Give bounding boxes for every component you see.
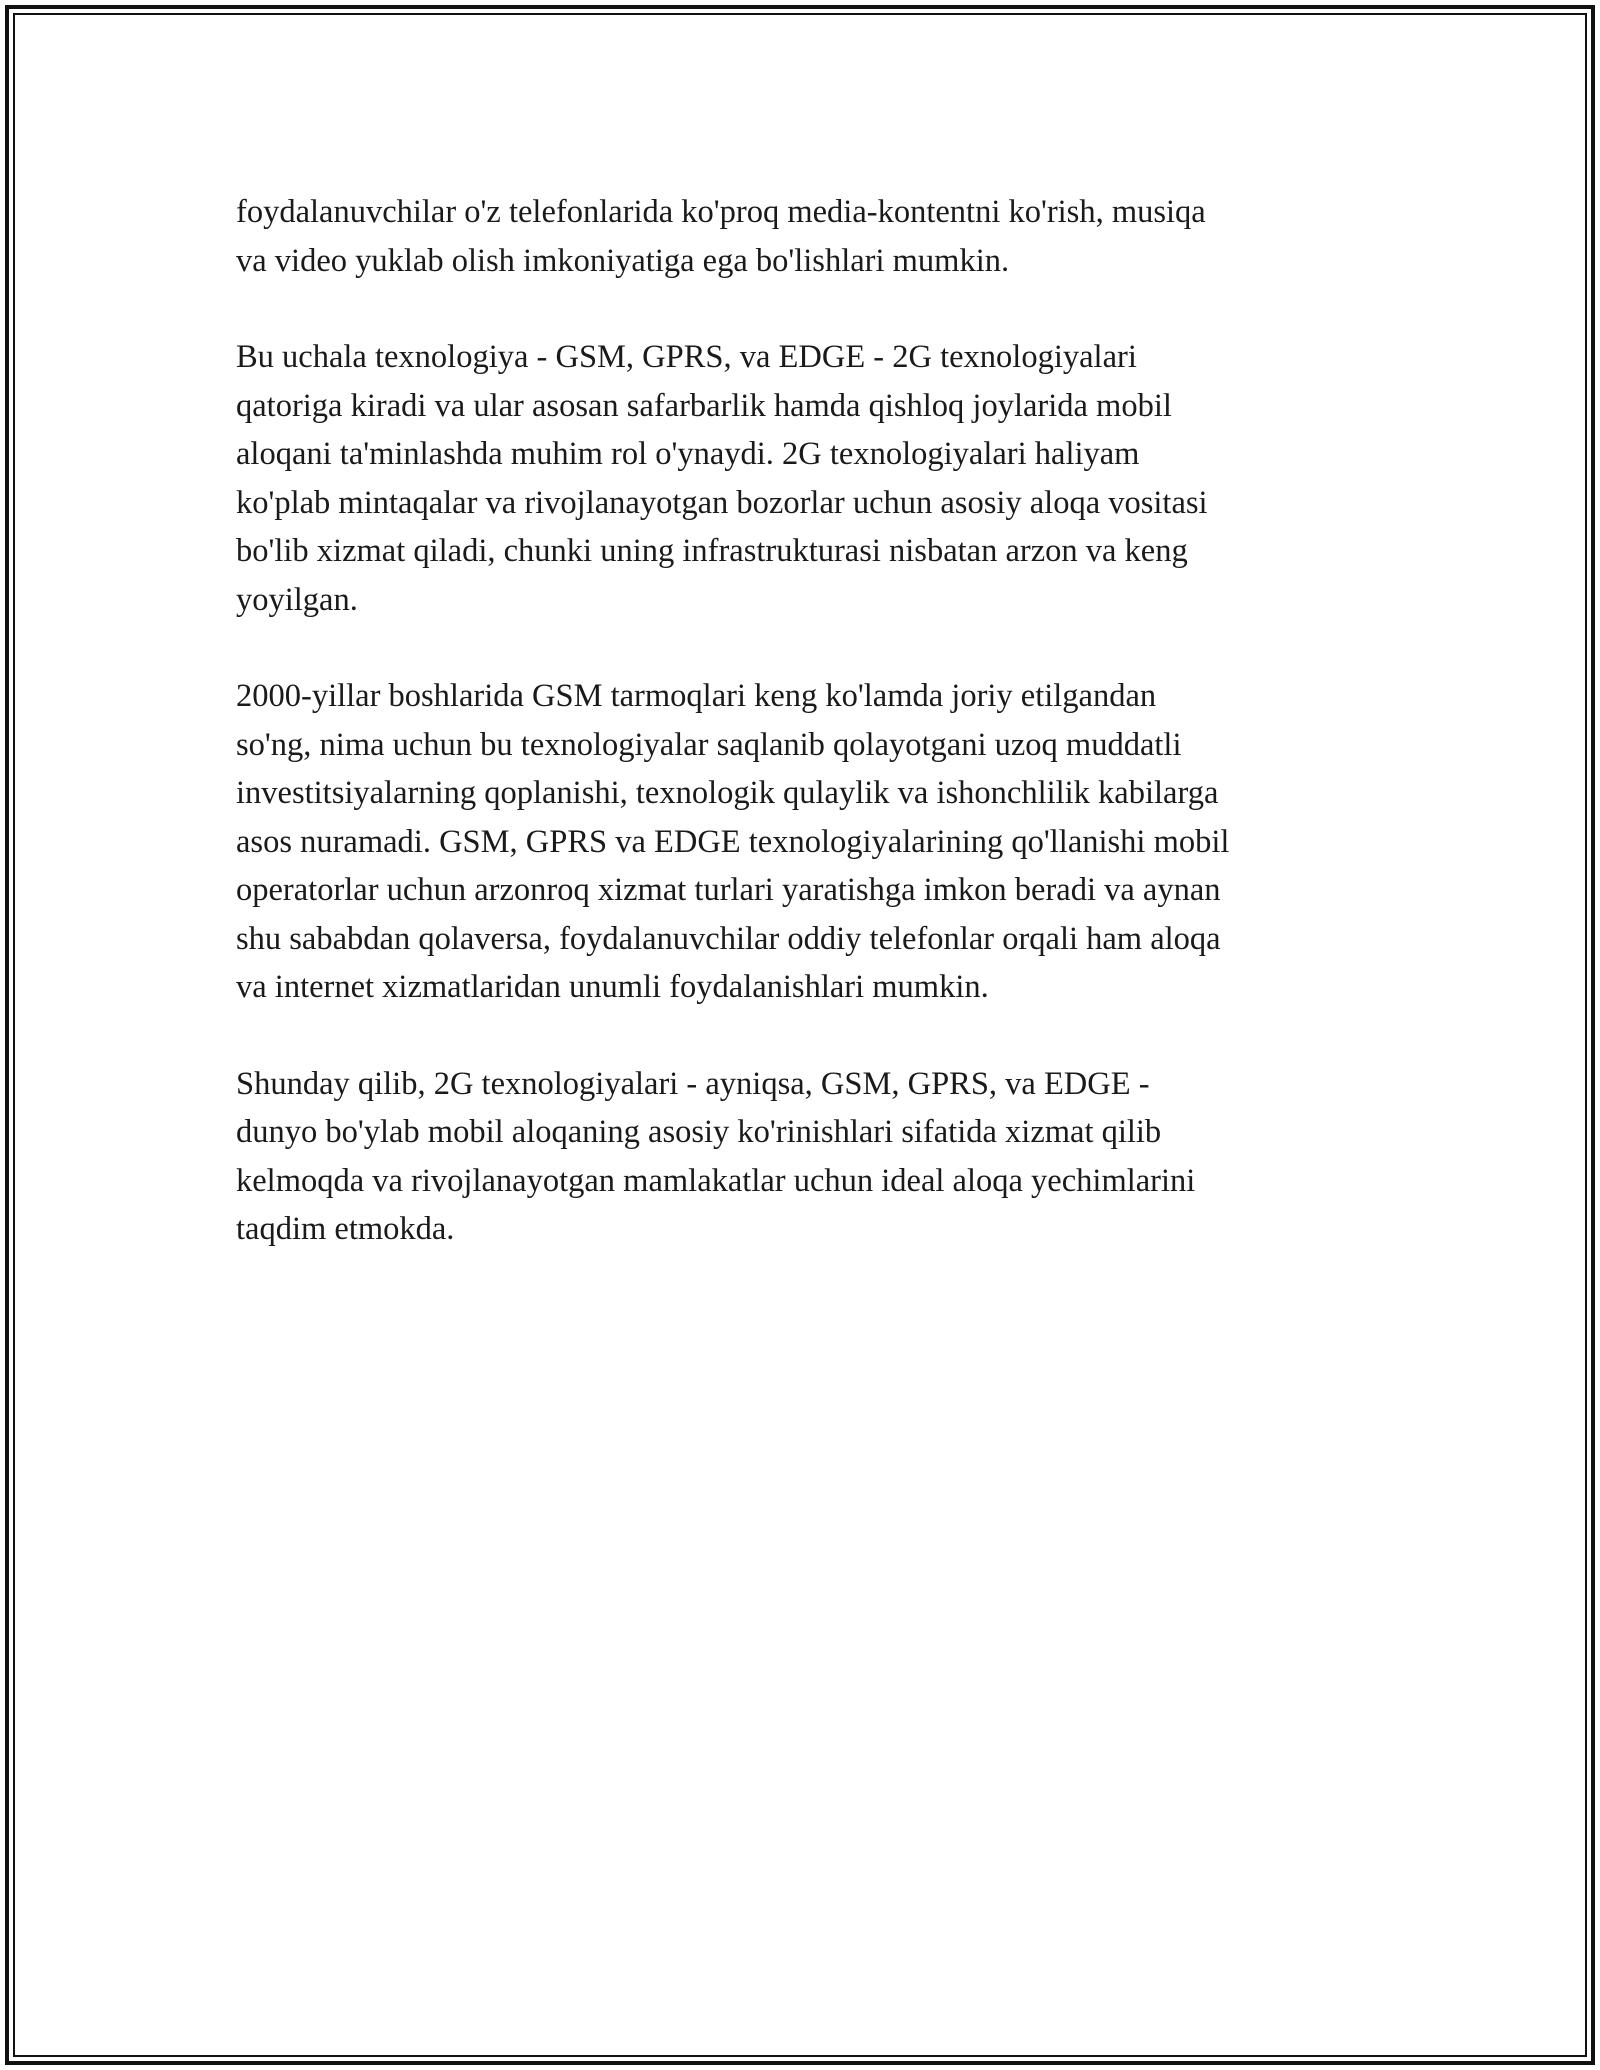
paragraph-1: foydalanuvchilar o'z telefonlarida ko'proq media-kontentni ko'rish, musiqa va video yuklab olish imkoniyatiga ega bo'lishlari mumkin. [236, 194, 1206, 279]
document-body [236, 188, 1366, 1254]
paragraph-2: Bu uchala texnologiya - GSM, GPRS, va EDGE - 2G texnologiyalari qatoriga kiradi va ular asosan safarbarlik hamda qishloq joylarida mobil aloqani ta'minlashda muhim rol o'ynaydi. 2G texnologiyalari haliyam ko'plab mintaqalar va rivojlanayotgan bozorlar uchun asosiy aloqa vositasi bo'lib xizmat qiladi, chunki uning infrastrukturasi nisbatan arzon va keng yoyilgan. [236, 339, 1208, 618]
paragraph-4: Shunday qilib, 2G texnologiyalari - ayniqsa, GSM, GPRS, va EDGE - dunyo bo'ylab mobil aloqaning asosiy ko'rinishlari sifatida xizmat qilib kelmoqda va rivojlanayotgan mamlakatlar uchun ideal aloqa yechimlarini taqdim etmokda. [236, 1065, 1196, 1247]
paragraph-3: 2000-yillar boshlarida GSM tarmoqlari keng ko'lamda joriy etilgandan so'ng, nima uchun bu texnologiyalar saqlanib qolayotgani uzoq muddatli investitsiyalarning qoplanishi, texnologik qulaylik va ishonchlilik kabilarga asos nuramadi. GSM, GPRS va EDGE texnologiyalarining qo'llanishi mobil operatorlar uchun arzonroq xizmat turlari yaratishga imkon beradi va aynan shu sababdan qolaversa, foydalanuvchilar oddiy telefonlar orqali ham aloqa va internet xizmatlaridan unumli foydalanishlari mumkin. [236, 678, 1230, 1005]
